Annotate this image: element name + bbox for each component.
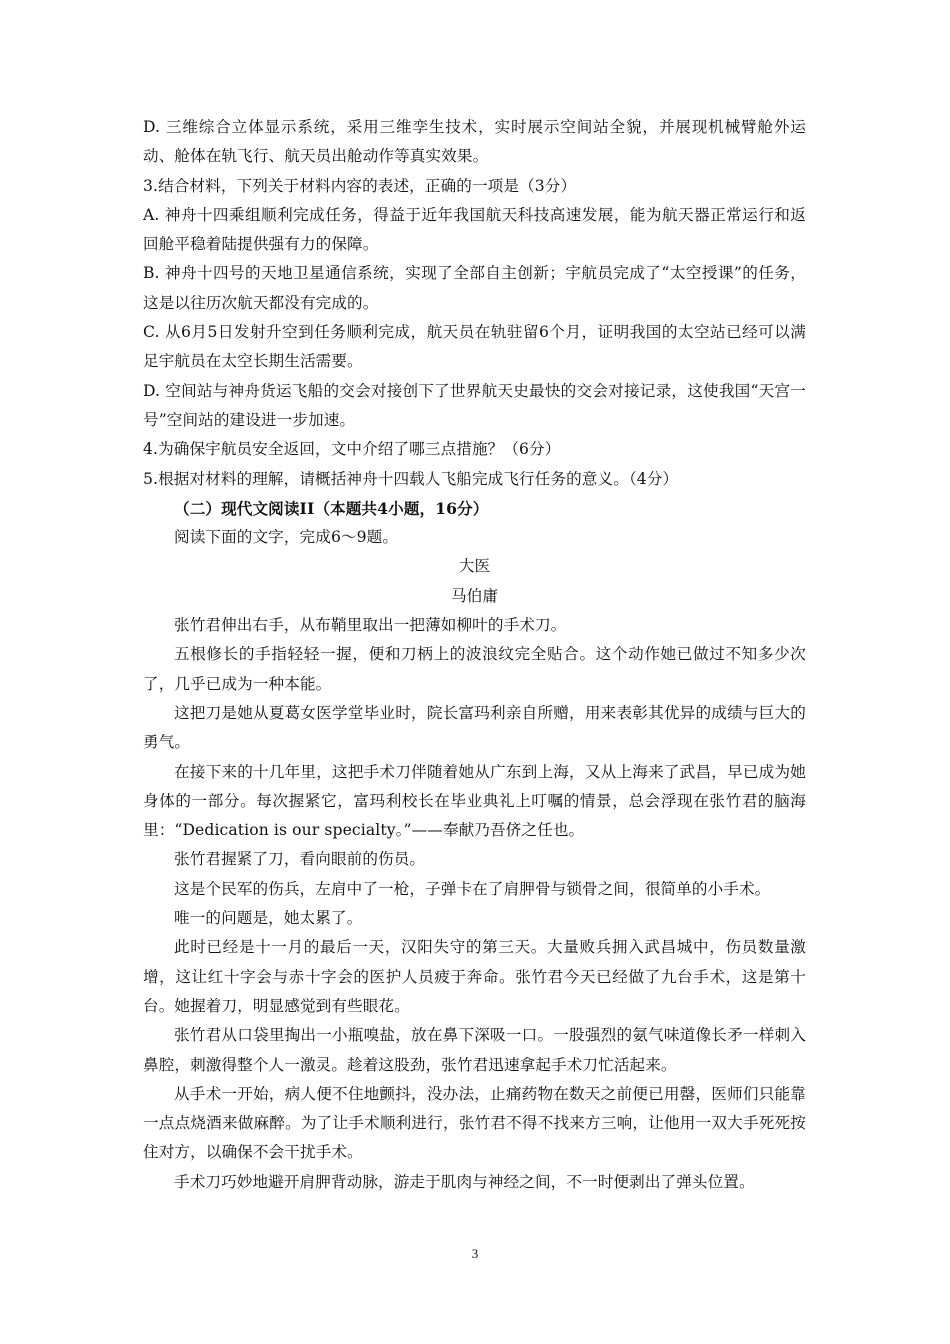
page-content <box>143 113 806 1197</box>
q3-stem: 3.结合材料，下列关于材料内容的表述，正确的一项是（3分） <box>143 176 577 195</box>
page-number: 3 <box>471 1246 479 1261</box>
story-paragraph: 在接下来的十几年里，这把手术刀伴随着她从广东到上海，又从上海来了武昌，早已成为她身体的一部分。每次握紧它，富玛利校长在毕业典礼上叮嘱的情景，总会浮现在张竹君的脑海里：“Dedication is our specialty。”——奉献乃吾侪之任也。 <box>143 762 806 840</box>
story-paragraph: 张竹君伸出右手，从布鞘里取出一把薄如柳叶的手术刀。 <box>174 616 567 635</box>
q2-option-d: D. 三维综合立体显示系统，采用三维孪生技术，实时展示空间站全貌，并展现机械臂舱外运动、舱体在轨飞行、航天员出舱动作等真实效果。 <box>143 118 806 166</box>
story-paragraph: 张竹君从口袋里掏出一小瓶嗅盐，放在鼻下深吸一口。一股强烈的氨气味道像长矛一样刺入鼻腔，刺激得整个人一激灵。趁着这股劲，张竹君迅速拿起手术刀忙活起来。 <box>143 1026 806 1074</box>
q3-option-c: C. 从6月5日发射升空到任务顺利完成，航天员在轨驻留6个月，证明我国的太空站已经可以满足宇航员在太空长期生活需要。 <box>143 323 806 371</box>
q4-stem: 4.为确保宇航员安全返回，文中介绍了哪三点措施？（6分） <box>143 440 561 459</box>
story-paragraph: 这把刀是她从夏葛女医学堂毕业时，院长富玛利亲自所赠，用来表彰其优异的成绩与巨大的勇气。 <box>143 703 806 752</box>
story-paragraph: 此时已经是十一月的最后一天，汉阳失守的第三天。大量败兵拥入武昌城中，伤员数量激增，这让红十字会与赤十字会的医护人员疲于奔命。张竹君今天已经做了九台手术，这是第十台。她握着刀，明显感觉到有些眼花。 <box>143 938 806 1015</box>
story-paragraph: 这是个民军的伤兵，左肩中了一枪，子弹卡在了肩胛骨与锁骨之间，很简单的小手术。 <box>174 879 771 898</box>
story-title: 大医 <box>458 557 491 576</box>
section-instruction: 阅读下面的文字，完成6～9题。 <box>174 528 399 547</box>
story-paragraph: 张竹君握紧了刀，看向眼前的伤员。 <box>174 850 426 869</box>
story-paragraph: 从手术一开始，病人便不住地颤抖，没办法，止痛药物在数天之前便已用罄，医师们只能靠一点点烧酒来做麻醉。为了让手术顺利进行，张竹君不得不找来方三响，让他用一双大手死死按住对方，以确保不会干扰手术。 <box>143 1084 806 1162</box>
q3-option-b: B. 神舟十四号的天地卫星通信系统，实现了全部自主创新；宇航员完成了“太空授课”的任务，这是以往历次航天都没有完成的。 <box>143 264 806 312</box>
story-paragraph: 手术刀巧妙地避开肩胛背动脉，游走于肌肉与神经之间，不一时便剥出了弹头位置。 <box>174 1172 755 1191</box>
q5-stem: 5.根据对材料的理解，请概括神舟十四载人飞船完成飞行任务的意义。（4分） <box>143 469 679 488</box>
story-paragraph: 五根修长的手指轻轻一握，便和刀柄上的波浪纹完全贴合。这个动作她已做过不知多少次了，几乎已成为一种本能。 <box>143 645 806 693</box>
story-author: 马伯庸 <box>450 586 499 605</box>
q3-option-d: D. 空间站与神舟货运飞船的交会对接创下了世界航天史最快的交会对接记录，这使我国“天宫一号”空间站的建设进一步加速。 <box>143 381 806 429</box>
section-heading: （二）现代文阅读II（本题共4小题，16分） <box>174 498 489 518</box>
q3-option-a: A. 神舟十四乘组顺利完成任务，得益于近年我国航天科技高速发展，能为航天器正常运行和返回舱平稳着陆提供强有力的保障。 <box>143 205 806 254</box>
story-paragraph: 唯一的问题是，她太累了。 <box>174 909 363 928</box>
